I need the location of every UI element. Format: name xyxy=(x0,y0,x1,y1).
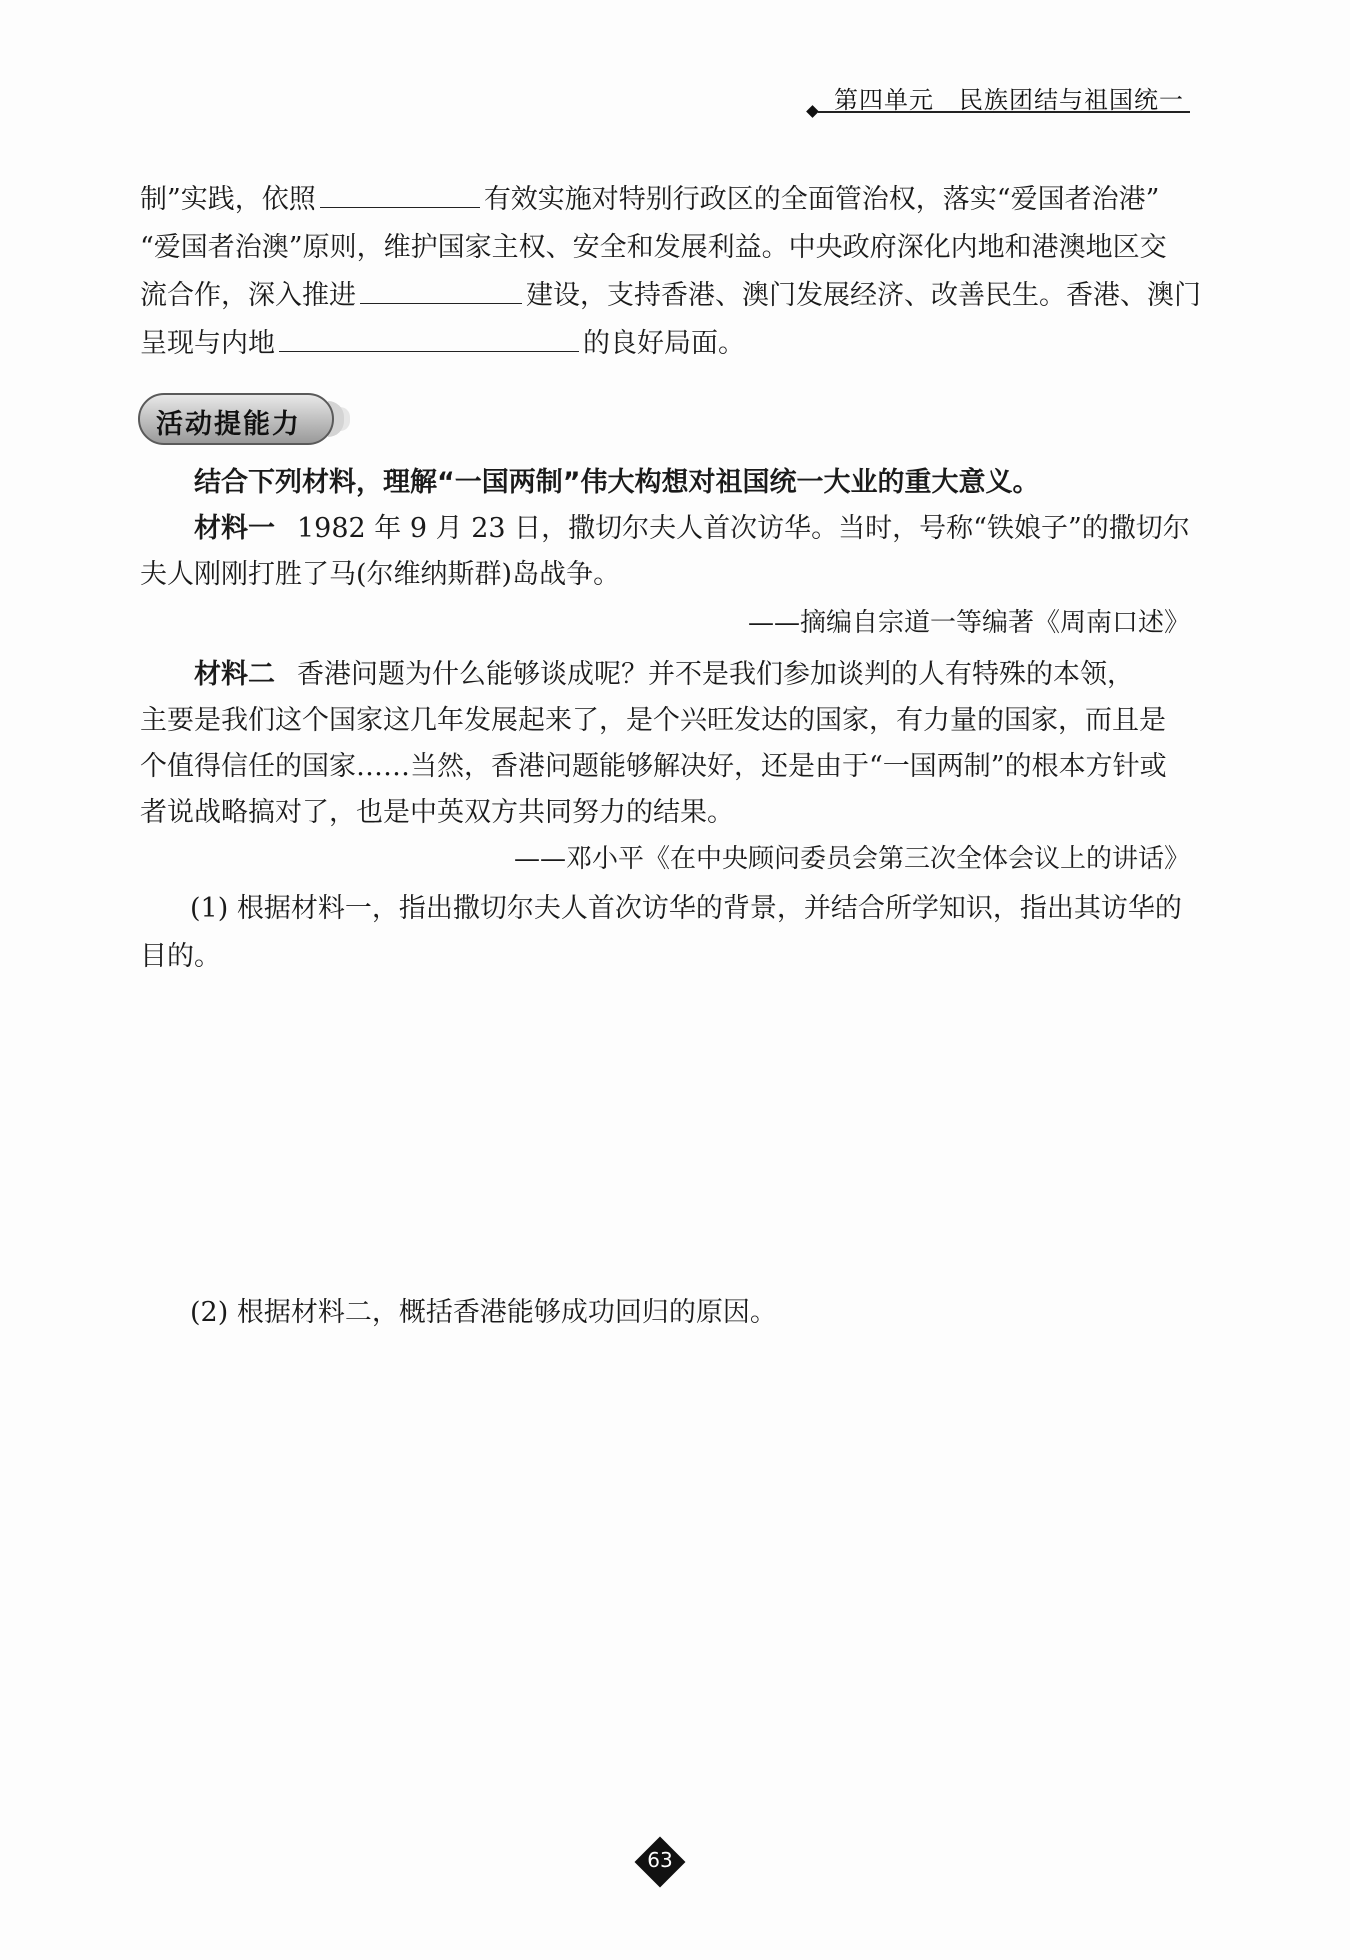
question-1-line-1: (1) 根据材料一，指出撒切尔夫人首次访华的背景，并结合所学知识，指出其访华的 xyxy=(190,893,1182,924)
material-1-text-1: 1982 年 9 月 23 日，撒切尔夫人首次访华。当时，号称“铁娘子”的撒切尔 xyxy=(297,513,1190,544)
intro-line-4 xyxy=(140,324,745,364)
page-number: 63 xyxy=(647,1848,673,1872)
task-instruction: 结合下列材料，理解“一国两制”伟大构想对祖国统一大业的重大意义。 xyxy=(194,467,1040,498)
fill-blank-3[interactable] xyxy=(279,325,579,352)
section-badge-label: 活动提能力 xyxy=(156,409,301,440)
intro-line-3-end: 建设，支持香港、澳门发展经济、改善民生。香港、澳门 xyxy=(526,280,1201,311)
section-badge xyxy=(138,393,350,445)
material-1-line-2: 夫人刚刚打胜了马(尔维纳斯群)岛战争。 xyxy=(140,559,621,590)
question-1-line-2: 目的。 xyxy=(140,941,221,972)
material-1-source: ——摘编自宗道一等编著《周南口述》 xyxy=(747,608,1190,638)
answer-area-2[interactable] xyxy=(140,1350,1190,1810)
intro-line-4-end: 的良好局面。 xyxy=(583,328,745,359)
material-1-label: 材料一 xyxy=(194,513,275,544)
material-2-text-1: 香港问题为什么能够谈成呢？并不是我们参加谈判的人有特殊的本领， xyxy=(297,659,1134,690)
question-2-block xyxy=(140,1293,1190,1343)
material-2-label: 材料二 xyxy=(194,659,275,690)
fill-blank-2[interactable] xyxy=(360,277,522,304)
material-2-line-2: 主要是我们这个国家这几年发展起来了，是个兴旺发达的国家，有力量的国家，而且是 xyxy=(140,705,1166,736)
answer-area-1[interactable] xyxy=(140,990,1190,1280)
unit-title: 第四单元 民族团结与祖国统一 xyxy=(834,86,1184,114)
intro-line-1-start: 制”实践，依照 xyxy=(140,184,316,215)
material-2-line-4: 者说战略搞对了，也是中英双方共同努力的结果。 xyxy=(140,797,734,828)
material-2-source: ——邓小平《在中央顾问委员会第三次全体会议上的讲话》 xyxy=(513,844,1190,874)
intro-line-2: “爱国者治澳”原则，维护国家主权、安全和发展利益。中央政府深化内地和港澳地区交 xyxy=(140,232,1167,263)
material-2-line-3: 个值得信任的国家……当然，香港问题能够解决好，还是由于“一国两制”的根本方针或 xyxy=(140,751,1167,782)
intro-line-4-start: 呈现与内地 xyxy=(140,328,275,359)
intro-line-1 xyxy=(140,180,1159,220)
material-2-line-1 xyxy=(194,655,1134,695)
header-diamond-icon xyxy=(806,105,819,118)
activity-content xyxy=(140,463,1190,1023)
page-number-badge xyxy=(637,1839,683,1885)
intro-line-1-end: 有效实施对特别行政区的全面管治权，落实“爱国者治港” xyxy=(483,184,1160,215)
question-2: (2) 根据材料二，概括香港能够成功回归的原因。 xyxy=(190,1297,777,1328)
material-1-line-1 xyxy=(194,509,1190,549)
intro-line-3 xyxy=(140,276,1201,316)
running-header xyxy=(798,80,1190,118)
intro-line-3-start: 流合作，深入推进 xyxy=(140,280,356,311)
fill-blank-1[interactable] xyxy=(320,181,480,208)
